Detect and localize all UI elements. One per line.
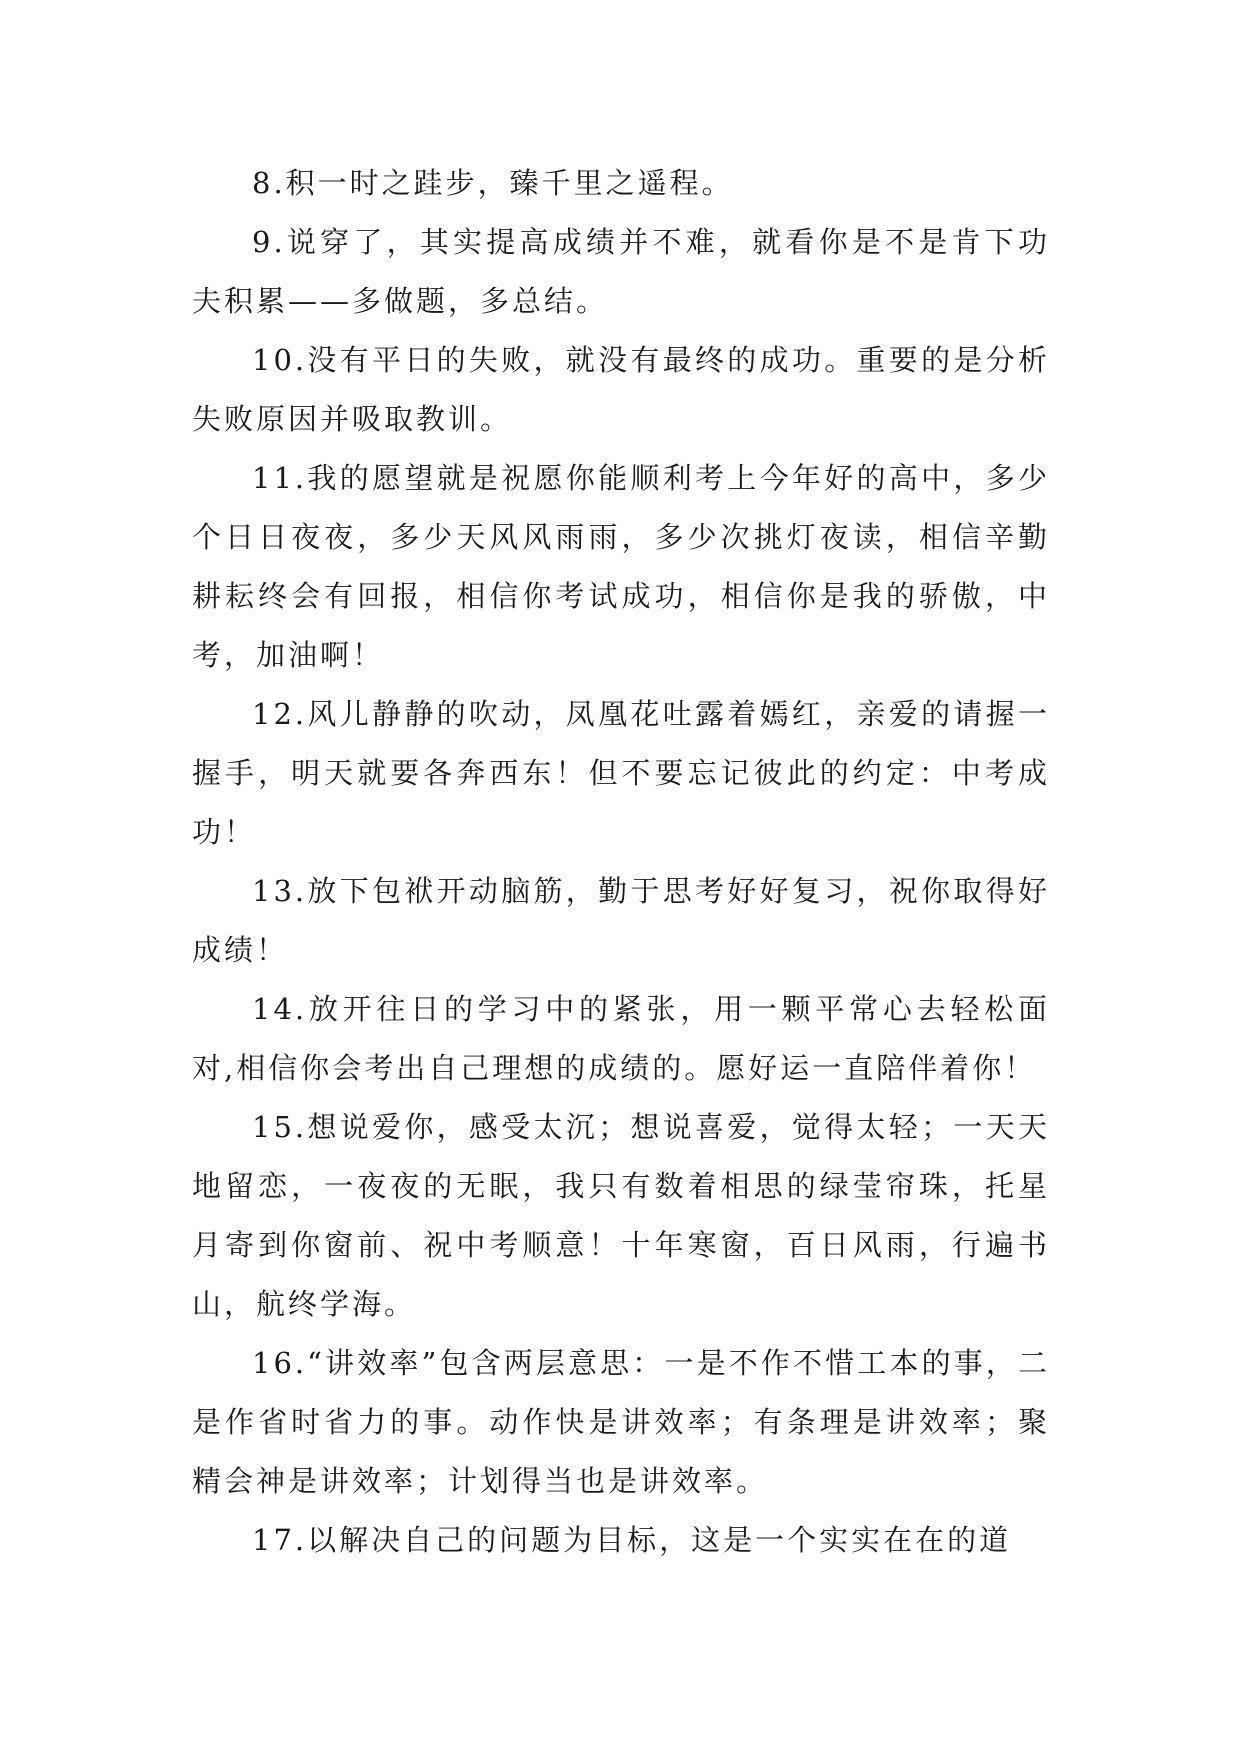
- paragraph-17: 17.以解决自己的问题为目标，这是一个实实在在的道: [252, 1523, 1012, 1557]
- paragraph-13: 13.放下包袱开动脑筋，勤于思考好好复习，祝你取得好成绩！: [192, 874, 1050, 967]
- document-body: [192, 154, 1050, 1570]
- paragraph-11: 11.我的愿望就是祝愿你能顺利考上今年好的高中，多少个日日夜夜，多少天风风雨雨，多少次挑灯夜读，相信辛勤耕耘终会有回报，相信你考试成功，相信你是我的骄傲，中考，加油啊！: [192, 461, 1050, 672]
- paragraph-9: 9.说穿了，其实提高成绩并不难，就看你是不是肯下功夫积累——多做题，多总结。: [192, 225, 1050, 318]
- paragraph-16: 16.“讲效率”包含两层意思：一是不作不惜工本的事，二是作省时省力的事。动作快是讲效率；有条理是讲效率；聚精会神是讲效率；计划得当也是讲效率。: [192, 1346, 1050, 1498]
- paragraph-12: 12.风儿静静的吹动，凤凰花吐露着嫣红，亲爱的请握一握手，明天就要各奔西东！但不要忘记彼此的约定：中考成功！: [192, 697, 1050, 849]
- paragraph-10: 10.没有平日的失败，就没有最终的成功。重要的是分析失败原因并吸取教训。: [192, 343, 1050, 436]
- paragraph-8: 8.积一时之跬步，臻千里之遥程。: [252, 166, 734, 200]
- paragraph-14: 14.放开往日的学习中的紧张，用一颗平常心去轻松面对,相信你会考出自己理想的成绩的。愿好运一直陪伴着你！: [192, 992, 1050, 1085]
- paragraph-15: 15.想说爱你，感受太沉；想说喜爱，觉得太轻；一天天地留恋，一夜夜的无眠，我只有数着相思的绿莹帘珠，托星月寄到你窗前、祝中考顺意！十年寒窗，百日风雨，行遍书山，航终学海。: [192, 1110, 1050, 1321]
